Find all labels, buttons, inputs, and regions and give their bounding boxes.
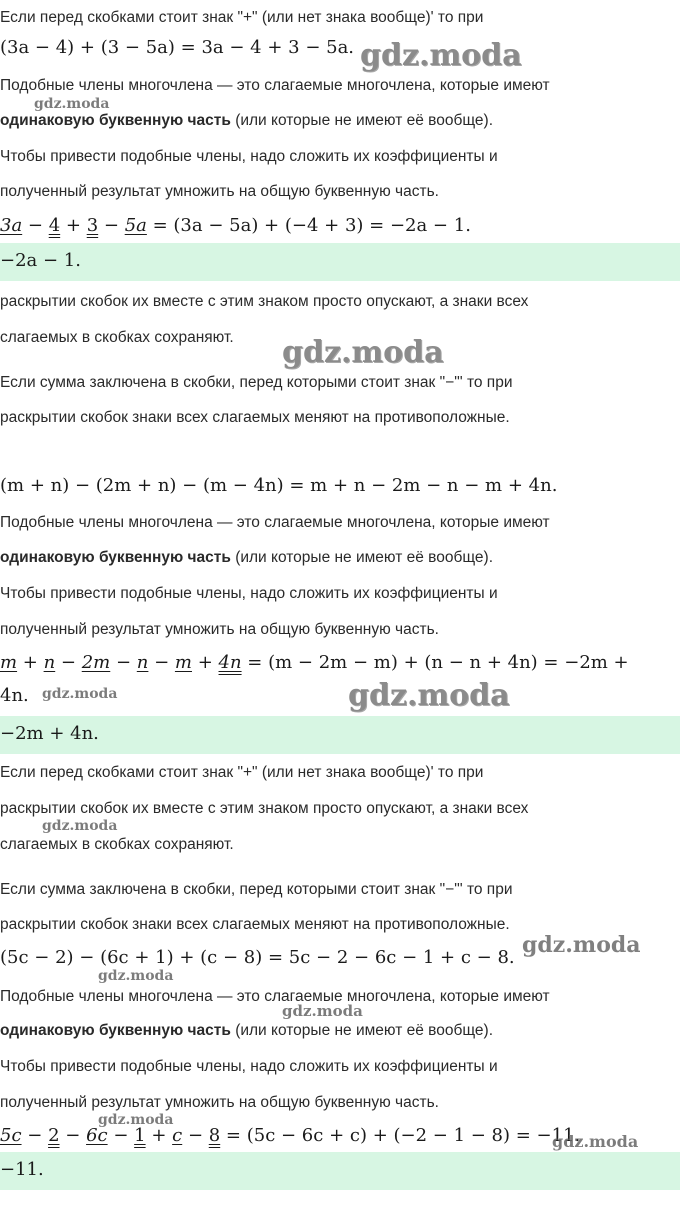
watermark: gdz.moda [348,678,510,713]
task2-collect: m + n − 2m − n − m + 4n = (m − 2m − m) + (n − n + 4n) = −2m + [0,652,629,673]
task1-answer: −2a − 1. [0,250,81,271]
bold-term: одинаковую буквенную часть [0,112,231,129]
rule-minus-line2: раскрытии скобок знаки всех слагаемых меняют на противоположные. [0,409,510,426]
rule-minus-line2: раскрытии скобок знаки всех слагаемых меняют на противоположные. [0,916,510,933]
similar-def-line2 [0,111,493,131]
similar-def-line2 [0,1021,493,1041]
task2-answer: −2m + 4n. [0,723,99,744]
task2-collect-rhs: = (m − 2m − m) + (n − n + 4n) = −2m + [241,652,629,673]
task2-answer-box [0,716,680,754]
watermark: gdz.moda [282,1002,363,1020]
similar-def-tail: (или которые не имеют её вообще). [230,549,493,566]
similar-def-tail: (или которые не имеют её вообще). [230,1022,493,1039]
similar-rule-line2: полученный результат умножить на общую буквенную часть. [0,621,439,638]
similar-rule-line1: Чтобы привести подобные члены, надо сложить их коэффициенты и [0,1058,498,1075]
rule-plus-line1: Если перед скобками стоит знак "+" (или нет знака вообще)' то при [0,764,484,781]
watermark: gdz.moda [282,335,444,370]
task2-collect-cont: 4n. [0,685,29,706]
watermark: gdz.moda [34,96,110,112]
rule-plus-line2: раскрытии скобок их вместе с этим знаком просто опускают, а знаки всех [0,800,529,817]
watermark: gdz.moda [522,932,641,958]
watermark: gdz.moda [98,1112,174,1128]
task3-collect-rhs: = (5c − 6c + c) + (−2 − 1 − 8) = −11. [220,1125,581,1146]
similar-rule-line2: полученный результат умножить на общую буквенную часть. [0,183,439,200]
similar-def-line1: Подобные члены многочлена — это слагаемые многочлена, которые имеют [0,514,550,531]
bold-term: одинаковую буквенную часть [0,1022,231,1039]
rule-plus-line3: слагаемых в скобках сохраняют. [0,836,234,853]
similar-def-line1: Подобные члены многочлена — это слагаемые многочлена, которые имеют [0,77,550,94]
similar-rule-line1: Чтобы привести подобные члены, надо сложить их коэффициенты и [0,148,498,165]
watermark: gdz.moda [360,38,522,73]
similar-def-tail: (или которые не имеют её вообще). [230,112,493,129]
task3-answer-box [0,1152,680,1190]
task2-expand: (m + n) − (2m + n) − (m − 4n) = m + n − 2m − n − m + 4n. [0,475,558,496]
rule-plus-line2: раскрытии скобок их вместе с этим знаком просто опускают, а знаки всех [0,293,529,310]
similar-rule-line1: Чтобы привести подобные члены, надо сложить их коэффициенты и [0,585,498,602]
rule-minus-line1: Если сумма заключена в скобки, перед которыми стоит знак "−"' то при [0,881,513,898]
bold-term: одинаковую буквенную часть [0,549,231,566]
rule-plus-line3: слагаемых в скобках сохраняют. [0,329,234,346]
task1-answer-box [0,243,680,281]
watermark: gdz.moda [42,686,118,702]
task3-expand: (5c − 2) − (6c + 1) + (c − 8) = 5c − 2 − 6c − 1 + c − 8. [0,947,515,968]
task3-collect: 5c − 2 − 6c − 1 + c − 8 = (5c − 6c + c) + (−2 − 1 − 8) = −11. [0,1125,581,1146]
task1-expand: (3a − 4) + (3 − 5a) = 3a − 4 + 3 − 5a. [0,37,355,58]
similar-def-line1: Подобные члены многочлена — это слагаемые многочлена, которые имеют [0,988,550,1005]
watermark: gdz.moda [42,818,118,834]
similar-def-line2 [0,548,493,568]
similar-rule-line2: полученный результат умножить на общую буквенную часть. [0,1094,439,1111]
watermark: gdz.moda [552,1132,639,1151]
watermark: gdz.moda [98,968,174,984]
task1-collect: 3a − 4 + 3 − 5a = (3a − 5a) + (−4 + 3) = −2a − 1. [0,215,471,236]
rule-minus-line1: Если сумма заключена в скобки, перед которыми стоит знак "−"' то при [0,374,513,391]
task3-answer: −11. [0,1159,44,1180]
task1-collect-rhs: = (3a − 5a) + (−4 + 3) = −2a − 1. [146,215,471,236]
rule-plus-line1: Если перед скобками стоит знак "+" (или нет знака вообще)' то при [0,9,484,26]
